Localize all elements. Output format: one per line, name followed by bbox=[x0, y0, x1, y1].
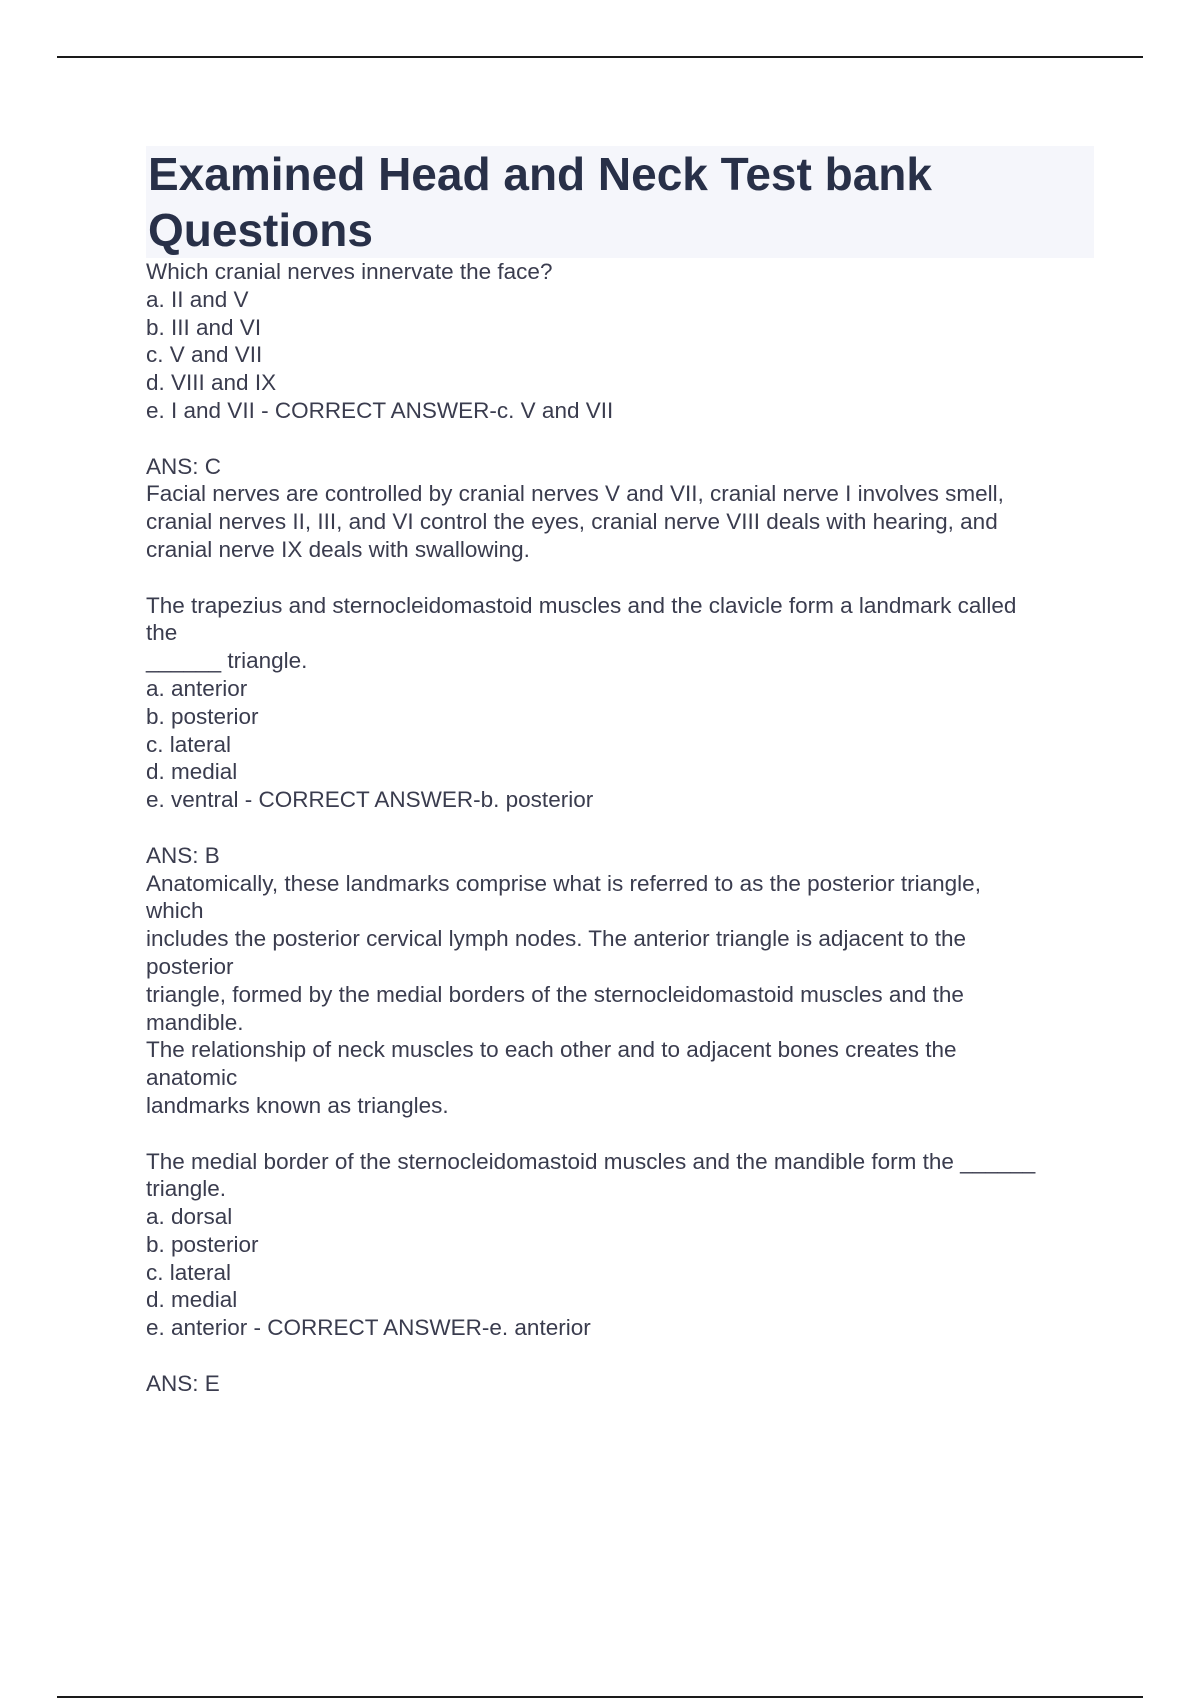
question-text: The trapezius and sternocleidomastoid muscles and the clavicle form a landmark called bbox=[146, 592, 1017, 618]
question-text: triangle. bbox=[146, 1176, 227, 1202]
question-1 bbox=[146, 258, 1094, 425]
document-body bbox=[146, 258, 1094, 1398]
rationale-line: The relationship of neck muscles to each other and to adjacent bones creates the bbox=[146, 1037, 957, 1063]
rationale-line: which bbox=[146, 898, 204, 924]
rationale-line: cranial nerve IX deals with swallowing. bbox=[146, 536, 530, 562]
option-c: c. lateral bbox=[146, 731, 232, 757]
rationale-line: posterior bbox=[146, 953, 234, 979]
rationale-2 bbox=[146, 870, 1094, 1120]
option-e-correct-answer: e. anterior - CORRECT ANSWER-e. anterior bbox=[146, 1315, 591, 1341]
title-line: Questions bbox=[148, 204, 373, 256]
option-b: b. posterior bbox=[146, 703, 259, 729]
title-line: Examined Head and Neck Test bank bbox=[148, 148, 932, 200]
rationale-line: landmarks known as triangles. bbox=[146, 1092, 449, 1118]
option-c: c. lateral bbox=[146, 1259, 232, 1285]
rationale-1 bbox=[146, 480, 1094, 563]
option-b: b. III and VI bbox=[146, 314, 262, 340]
answer-key: ANS: B bbox=[146, 842, 220, 868]
option-a: a. II and V bbox=[146, 286, 249, 312]
rationale-line: Anatomically, these landmarks comprise what is referred to as the posterior triangle, bbox=[146, 870, 981, 896]
question-2 bbox=[146, 592, 1094, 814]
rationale-line: triangle, formed by the medial borders of the sternocleidomastoid muscles and the bbox=[146, 981, 964, 1007]
rationale-line: mandible. bbox=[146, 1009, 244, 1035]
question-text: Which cranial nerves innervate the face? bbox=[146, 259, 553, 284]
rationale-line: cranial nerves II, III, and VI control the eyes, cranial nerve VIII deals with hearing, and bbox=[146, 509, 998, 535]
question-text: The medial border of the sternocleidomastoid muscles and the mandible form the ______ bbox=[146, 1148, 1036, 1174]
answer-key: ANS: C bbox=[146, 453, 222, 479]
rationale-line: includes the posterior cervical lymph nodes. The anterior triangle is adjacent to the bbox=[146, 926, 967, 952]
option-d: d. medial bbox=[146, 1287, 238, 1313]
rationale-line: Facial nerves are controlled by cranial nerves V and VII, cranial nerve I involves smell, bbox=[146, 481, 1004, 507]
document-page bbox=[146, 146, 1094, 1398]
bottom-rule bbox=[57, 1696, 1143, 1698]
question-text: ______ triangle. bbox=[146, 648, 308, 674]
option-a: a. anterior bbox=[146, 675, 248, 701]
option-e-correct-answer: e. I and VII - CORRECT ANSWER-c. V and VII bbox=[146, 397, 614, 423]
question-3 bbox=[146, 1148, 1094, 1343]
option-d: d. VIII and IX bbox=[146, 370, 277, 396]
rationale-line: anatomic bbox=[146, 1065, 238, 1091]
option-a: a. dorsal bbox=[146, 1204, 233, 1230]
question-text: the bbox=[146, 620, 178, 646]
option-d: d. medial bbox=[146, 759, 238, 785]
top-rule bbox=[57, 56, 1143, 58]
option-b: b. posterior bbox=[146, 1231, 259, 1257]
option-e-correct-answer: e. ventral - CORRECT ANSWER-b. posterior bbox=[146, 787, 594, 813]
answer-key: ANS: E bbox=[146, 1370, 220, 1396]
document-title bbox=[146, 146, 1094, 258]
option-c: c. V and VII bbox=[146, 342, 263, 368]
